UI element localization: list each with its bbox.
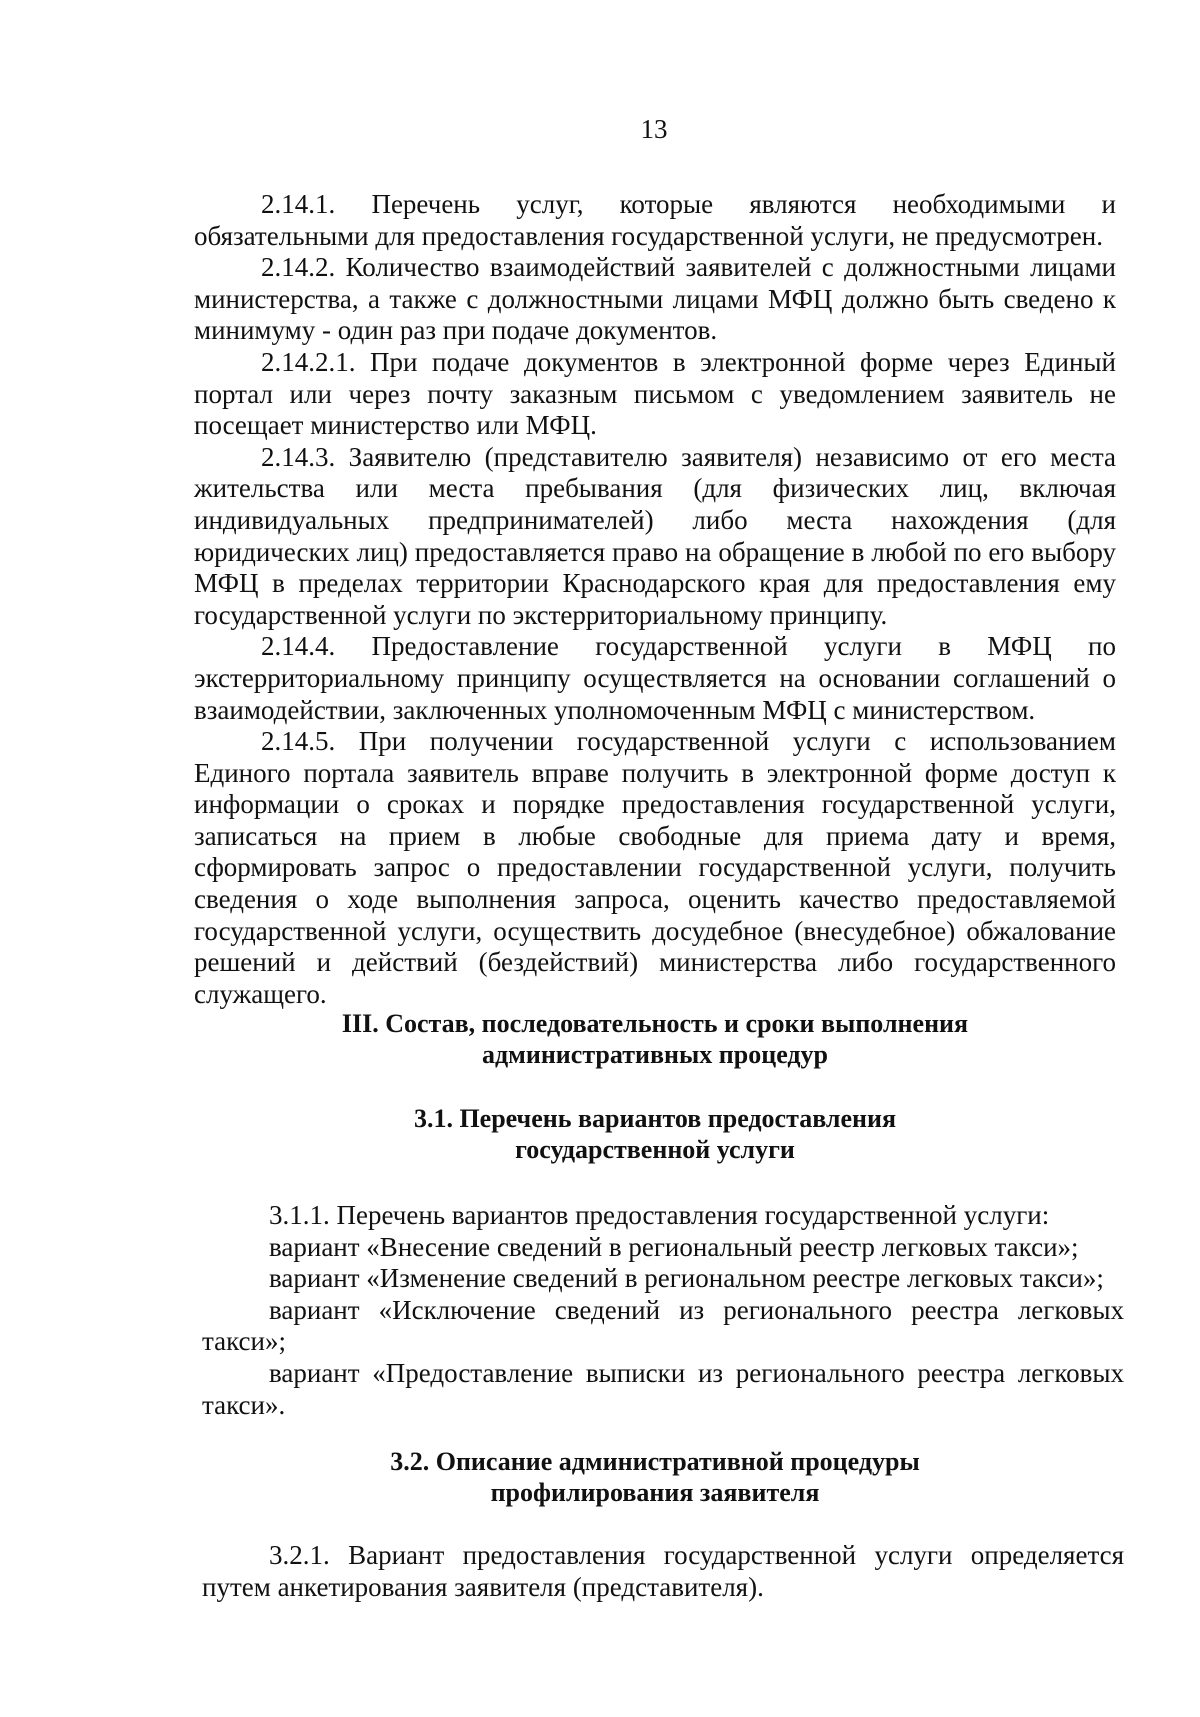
- list-item-variant: вариант «Внесение сведений в региональный реестр легковых такси»;: [269, 1231, 1079, 1262]
- list-intro: 3.1.1. Перечень вариантов предоставления государственной услуги:: [269, 1200, 1050, 1230]
- section-3-heading-line-2: административных процедур: [481, 1040, 829, 1069]
- paragraph-3-2-1: 3.2.1. Вариант предоставления государственной услуги определяется путем анкетирования заявителя (представителя).: [202, 1540, 1124, 1602]
- paragraph-2-14-1: 2.14.1. Перечень услуг, которые являются необходимыми и обязательными для предоставления государственной услуги, не предусмотрен.: [194, 189, 1116, 251]
- list-item-variant: вариант «Предоставление выписки из регионального реестра легковых такси».: [202, 1357, 1124, 1420]
- paragraph-2-14-2-1: 2.14.2.1. При подаче документов в электронной форме через Единый портал или через почту заказным письмом с уведомлением заявитель не посещает министерство или МФЦ.: [194, 346, 1116, 441]
- paragraph-3-2-block: [202, 1540, 1124, 1603]
- page-number: 13: [640, 114, 668, 144]
- paragraph-2-14-3: 2.14.3. Заявителю (представителю заявителя) независимо от его места жительства или места пребывания (для физических лиц, включая индивидуальных предпринимателей) либо места нахождения (для юридических лиц) предоставляется право на обращение в любой по его выбору МФЦ в пределах территории Краснодарского края для предоставления ему государственной услуги по экстерриториальному принципу.: [194, 441, 1116, 630]
- list-item-variant: вариант «Изменение сведений в региональном реестре легковых такси»;: [269, 1263, 1104, 1294]
- paragraph-2-14-4: 2.14.4. Предоставление государственной услуги в МФЦ по экстерриториальному принципу осуществляется на основании соглашений о взаимодействии, заключенных уполномоченным МФЦ с министерством.: [194, 631, 1116, 725]
- section-3-2-heading-line-2: профилирования заявителя: [490, 1478, 820, 1507]
- section-3-2-heading: [194, 1446, 1116, 1508]
- section-3-heading-line-1: III. Состав, последовательность и сроки выполнения: [341, 1009, 969, 1038]
- list-item-variant: вариант «Исключение сведений из регионального реестра легковых такси»;: [202, 1294, 1124, 1357]
- section-3-heading: [194, 1008, 1116, 1070]
- section-3-1-heading: [194, 1103, 1116, 1165]
- paragraphs-2-14: [194, 189, 1116, 1010]
- section-3-1-heading-line-2: государственной услуги: [515, 1135, 795, 1164]
- paragraph-2-14-5: 2.14.5. При получении государственной услуги с использованием Единого портала заявитель вправе получить в электронной форме доступ к информации о сроках и порядке предоставления государственной услуги, записаться на прием в любые свободные для приема дату и время, сформировать запрос о предоставлении государственной услуги, получить сведения о ходе выполнения запроса, оценить качество предоставляемой государственной услуги, осуществить досудебное (внесудебное) обжалование решений и действий (бездействий) министерства либо государственного служащего.: [194, 726, 1116, 1009]
- section-3-1-heading-line-1: 3.1. Перечень вариантов предоставления: [413, 1104, 897, 1133]
- variants-list: [202, 1200, 1124, 1421]
- section-3-2-heading-line-1: 3.2. Описание административной процедуры: [390, 1447, 920, 1476]
- paragraph-2-14-2: 2.14.2. Количество взаимодействий заявителей с должностными лицами министерства, а также с должностными лицами МФЦ должно быть сведено к минимуму - один раз при подаче документов.: [194, 252, 1116, 346]
